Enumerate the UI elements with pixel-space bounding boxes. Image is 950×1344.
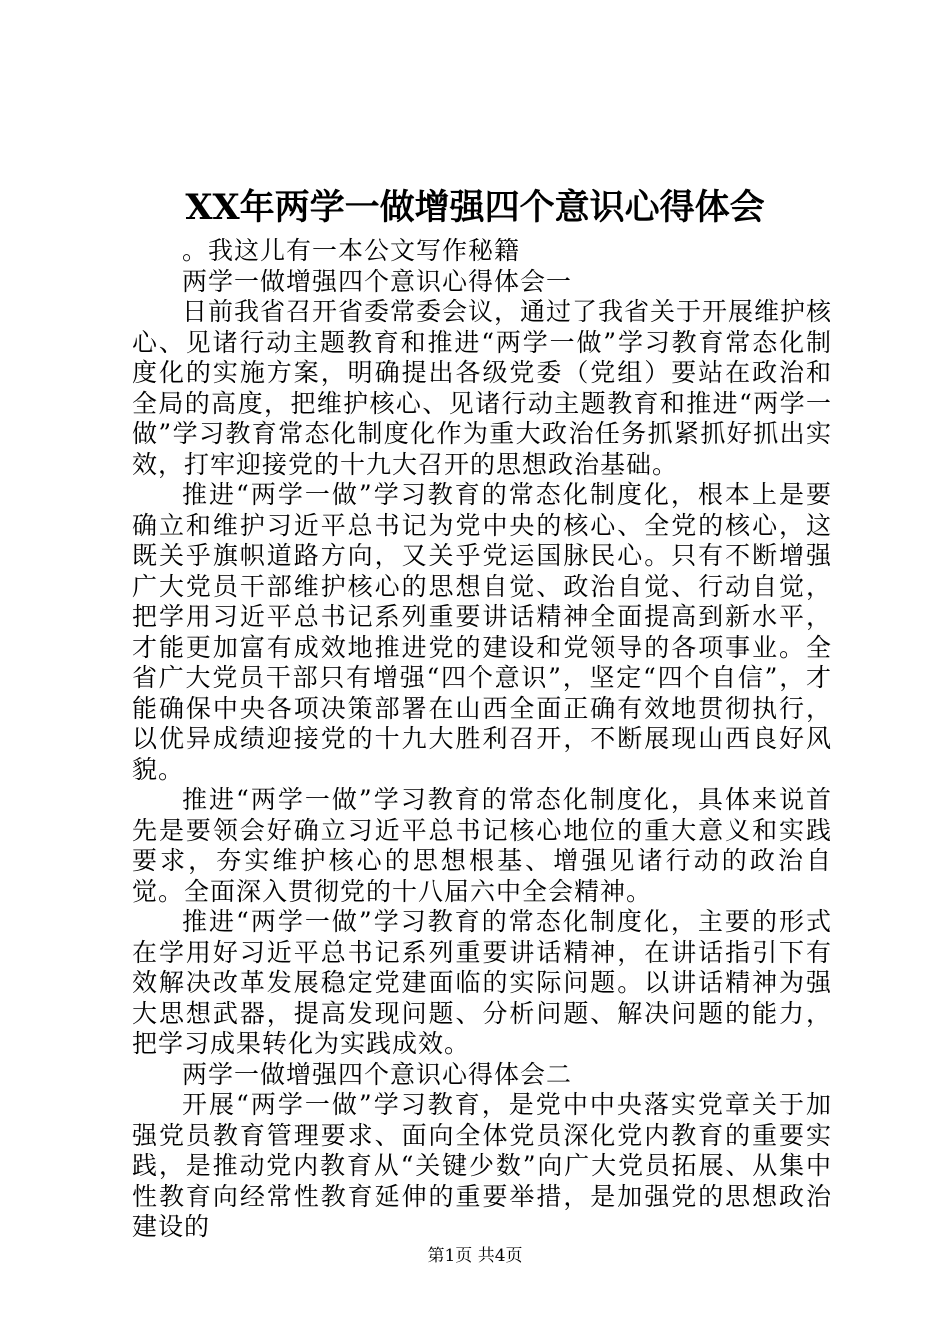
- page-footer: 第1页 共4页: [427, 1246, 523, 1266]
- body-paragraph: 开展“两学一做”学习教育，是党中中央落实党章关于加强党员教育管理要求、面向全体党员深化党内教育的重要实践，是推动党内教育从“关键少数”向广大党员拓展、从集中性教育向经常性教育延伸的重要举措，是加强党的思想政治建设的: [132, 1090, 832, 1241]
- body-paragraph: 推进“两学一做”学习教育的常态化制度化，主要的形式在学用好习近平总书记系列重要讲话精神，在讲话指引下有效解决改革发展稳定党建面临的实际问题。以讲话精神为强大思想武器，提高发现问题、分析问题、解决问题的能力，把学习成果转化为实践成效。: [132, 907, 832, 1058]
- body-paragraph: 推进“两学一做”学习教育的常态化制度化，根本上是要确立和维护习近平总书记为党中央的核心、全党的核心，这既关乎旗帜道路方向，又关乎党运国脉民心。只有不断增强广大党员干部维护核心的思想自觉、政治自觉、行动自觉，把学用习近平总书记系列重要讲话精神全面提高到新水平，才能更加富有成效地推进党的建设和党领导的各项事业。全省广大党员干部只有增强“四个意识”，坚定“四个自信”，才能确保中央各项决策部署在山西全面正确有效地贯彻执行，以优异成绩迎接党的十九大胜利召开，不断展现山西良好风貌。: [132, 480, 832, 784]
- body-paragraph: 推进“两学一做”学习教育的常态化制度化，具体来说首先是要领会好确立习近平总书记核心地位的重大意义和实践要求，夯实维护核心的思想根基、增强见诸行动的政治自觉。全面深入贯彻党的十八届六中全会精神。: [132, 785, 832, 906]
- section-heading-one: 两学一做增强四个意识心得体会一: [182, 266, 573, 296]
- intro-line: 。我这儿有一本公文写作秘籍: [182, 236, 521, 265]
- document-title: XX年两学一做增强四个意识心得体会: [185, 187, 765, 228]
- section-heading-two: 两学一做增强四个意识心得体会二: [182, 1059, 573, 1089]
- body-paragraph: 日前我省召开省委常委会议，通过了我省关于开展维护核心、见诸行动主题教育和推进“两学一做”学习教育常态化制度化的实施方案，明确提出各级党委（党组）要站在政治和全局的高度，把维护核心、见诸行动主题教育和推进“两学一做”学习教育常态化制度化作为重大政治任务抓紧抓好抓出实效，打牢迎接党的十九大召开的思想政治基础。: [132, 297, 833, 479]
- document-body: [132, 236, 832, 1243]
